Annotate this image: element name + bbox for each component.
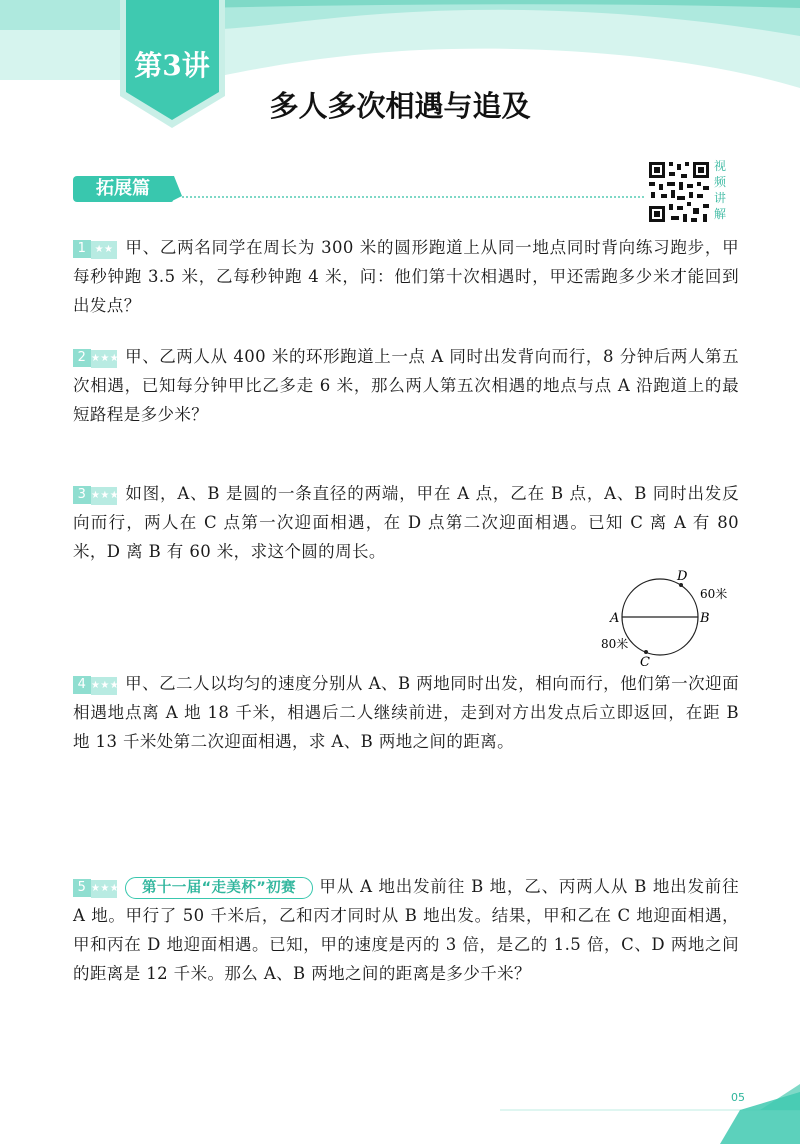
label-c-distance: 80米 (601, 637, 629, 651)
label-c: C (640, 655, 650, 670)
difficulty-stars-icon: ★★★ (91, 880, 117, 898)
section-notch-decoration (170, 176, 184, 202)
problem-1 (73, 233, 739, 320)
circle-diagram (600, 566, 740, 676)
difficulty-stars-icon: ★★★ (91, 677, 117, 695)
qr-code-icon[interactable] (647, 160, 711, 224)
point-c (644, 650, 648, 654)
section-label: 拓展篇 (73, 176, 173, 202)
problem-4 (73, 669, 739, 756)
difficulty-stars-icon: ★★★ (91, 487, 117, 505)
label-a: A (610, 611, 620, 626)
qr-caption: 视 频 讲 解 (714, 159, 727, 221)
label-b: B (700, 611, 710, 626)
problem-5 (73, 872, 739, 988)
page-number: 05 (731, 1091, 745, 1104)
problem-text: 甲、乙两名同学在周长为 300 米的圆形跑道上从同一地点同时背向练习跑步，甲每秒钟跑 3.5 米，乙每秒钟跑 4 米，问：他们第十次相遇时，甲还需跑多少米才能回到出发点？ (73, 238, 739, 315)
problem-number: 5 (73, 879, 91, 897)
problem-text: 如图，A、B 是圆的一条直径的两端，甲在 A 点，乙在 B 点，A、B 同时出发反向而行，两人在 C 点第一次迎面相遇，在 D 点第二次迎面相遇。已知 C 离 A 有 80 米，D 离 B 有 60 米，求这个圆的周长。 (73, 484, 739, 561)
page-title: 多人多次相遇与追及 (269, 89, 531, 123)
competition-badge: 第十一届“走美杯”初赛 (125, 877, 313, 899)
problem-text: 甲、乙二人以均匀的速度分别从 A、B 两地同时出发，相向而行，他们第一次迎面相遇地点离 A 地 18 千米，相遇后二人继续前进，走到对方出发点后立即返回，在距 B 地 13 千米处第二次迎面相遇，求 A、B 两地之间的距离。 (73, 674, 739, 751)
problem-text: 甲、乙两人从 400 米的环形跑道上一点 A 同时出发背向而行，8 分钟后两人第五次相遇，已知每分钟甲比乙多走 6 米，那么两人第五次相遇的地点与点 A 沿跑道上的最短路程是多少米？ (73, 347, 739, 424)
label-d-distance: 60米 (700, 587, 728, 601)
problem-text: 甲从 A 地出发前往 B 地，乙、丙两人从 B 地出发前往 A 地。甲行了 50 千米后，乙和丙才同时从 B 地出发。结果，甲和乙在 C 地迎面相遇，甲和丙在 D 地迎面相遇。已知，甲的速度是丙的 3 倍，是乙的 1.5 倍，C、D 两地之间的距离是 12 千米。那么 A、B 两地之间的距离是多少千米？ (73, 877, 739, 983)
problem-3 (73, 479, 739, 566)
lecture-number: 第3讲 (134, 49, 210, 82)
section-divider (182, 196, 644, 198)
problem-number: 2 (73, 349, 91, 367)
label-d: D (677, 569, 688, 584)
problem-number: 4 (73, 676, 91, 694)
footer-band (0, 1080, 800, 1144)
difficulty-stars-icon: ★★ (91, 241, 117, 259)
difficulty-stars-icon: ★★★ (91, 350, 117, 368)
problem-number: 3 (73, 486, 91, 504)
problem-2 (73, 342, 739, 429)
problem-number: 1 (73, 240, 91, 258)
